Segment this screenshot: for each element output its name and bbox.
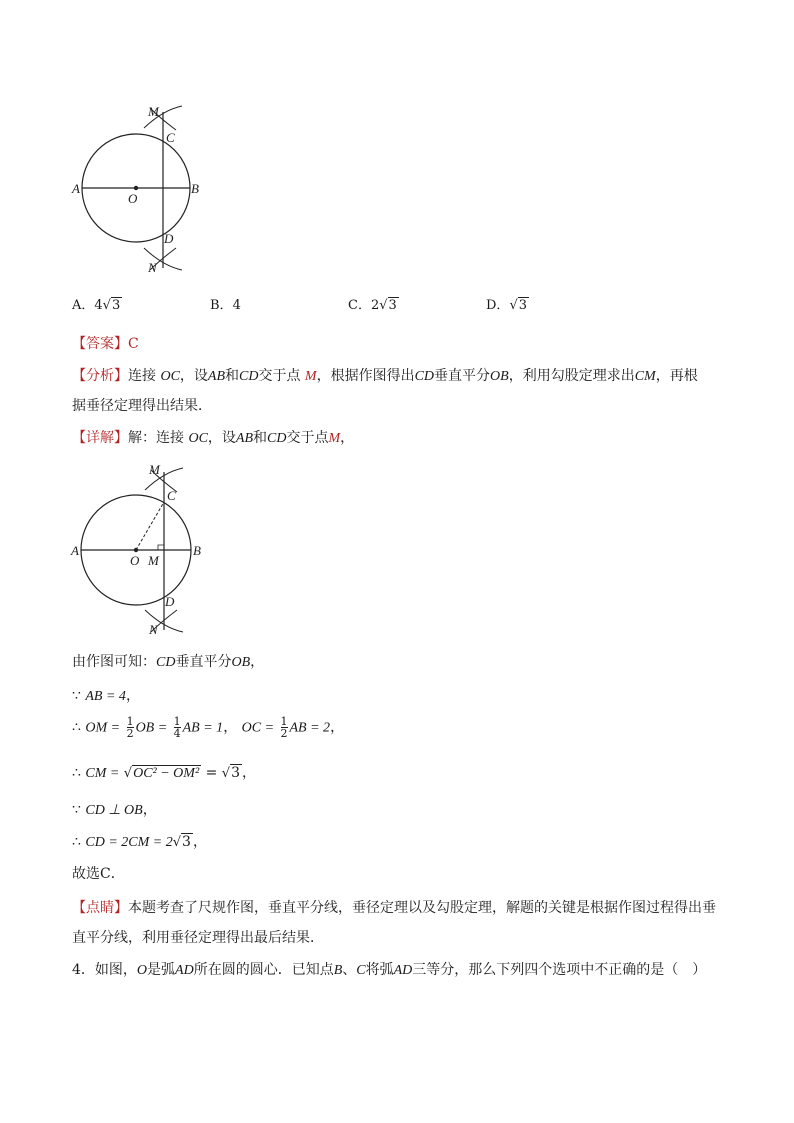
label-c: C	[166, 130, 175, 145]
label-m: M	[149, 462, 160, 477]
label-d: D	[164, 231, 174, 246]
detail-line: 【详解】解：连接 OC，设AB和CD交于点M，	[72, 430, 355, 446]
label-b: B	[191, 181, 199, 196]
step-7: 故选C．	[72, 866, 125, 882]
comment-line-1: 【点睛】本题考查了尺规作图，垂直平分线，垂径定理以及勾股定理，解题的关键是根据作图过程得出垂	[72, 900, 716, 916]
segment-oc	[136, 502, 164, 550]
label-a: A	[71, 543, 79, 558]
figure-2	[60, 460, 220, 640]
label-d: D	[165, 594, 175, 609]
step-1: 由作图可知：CD垂直平分OB，	[72, 654, 265, 670]
question-4: 4．如图，O是弧AD所在圆的圆心．已知点B、C将弧AD三等分，那么下列四个选项中不正确的是（ ）	[72, 962, 707, 978]
label-n: N	[149, 622, 158, 637]
option-a: A．4√3	[72, 298, 121, 313]
step-2: ∵ AB = 4，	[72, 688, 140, 704]
label-a: A	[72, 181, 80, 196]
option-b: B．4	[210, 298, 241, 313]
option-d: D．√3	[486, 298, 528, 313]
option-c: C．2√3	[348, 298, 397, 313]
analysis-line-2: 据垂径定理得出结果．	[72, 398, 212, 414]
label-c: C	[167, 488, 176, 503]
step-3: ∴ OM = $\frac{1}{2}$ OB = $\frac{1}{4}$ AB = 1， OC = $\frac{1}{2}$ AB = 2，	[72, 715, 345, 740]
center-dot	[134, 548, 138, 552]
label-m-foot: M	[148, 553, 159, 568]
answer-line: 【答案】C	[72, 336, 139, 352]
step-5: ∵ CD ⊥ OB，	[72, 802, 157, 818]
comment-line-2: 直平分线，利用垂径定理得出最后结果．	[72, 930, 324, 946]
label-o: O	[128, 191, 138, 206]
label-n: N	[148, 260, 157, 275]
right-angle-mark	[158, 545, 164, 550]
step-4: ∴ CM = √OC² − OM² = √3 ，	[72, 765, 256, 781]
label-m: M	[148, 104, 159, 119]
label-b: B	[193, 543, 201, 558]
analysis-line-1: 【分析】连接 OC，设AB和CD交于点 M，根据作图得出CD垂直平分OB，利用勾股定理求出CM，再根	[72, 368, 698, 384]
center-dot	[134, 186, 138, 190]
label-o: O	[130, 553, 140, 568]
figure-1	[60, 100, 220, 280]
step-6: ∴ CD = 2CM = 2√3 ，	[72, 834, 207, 850]
